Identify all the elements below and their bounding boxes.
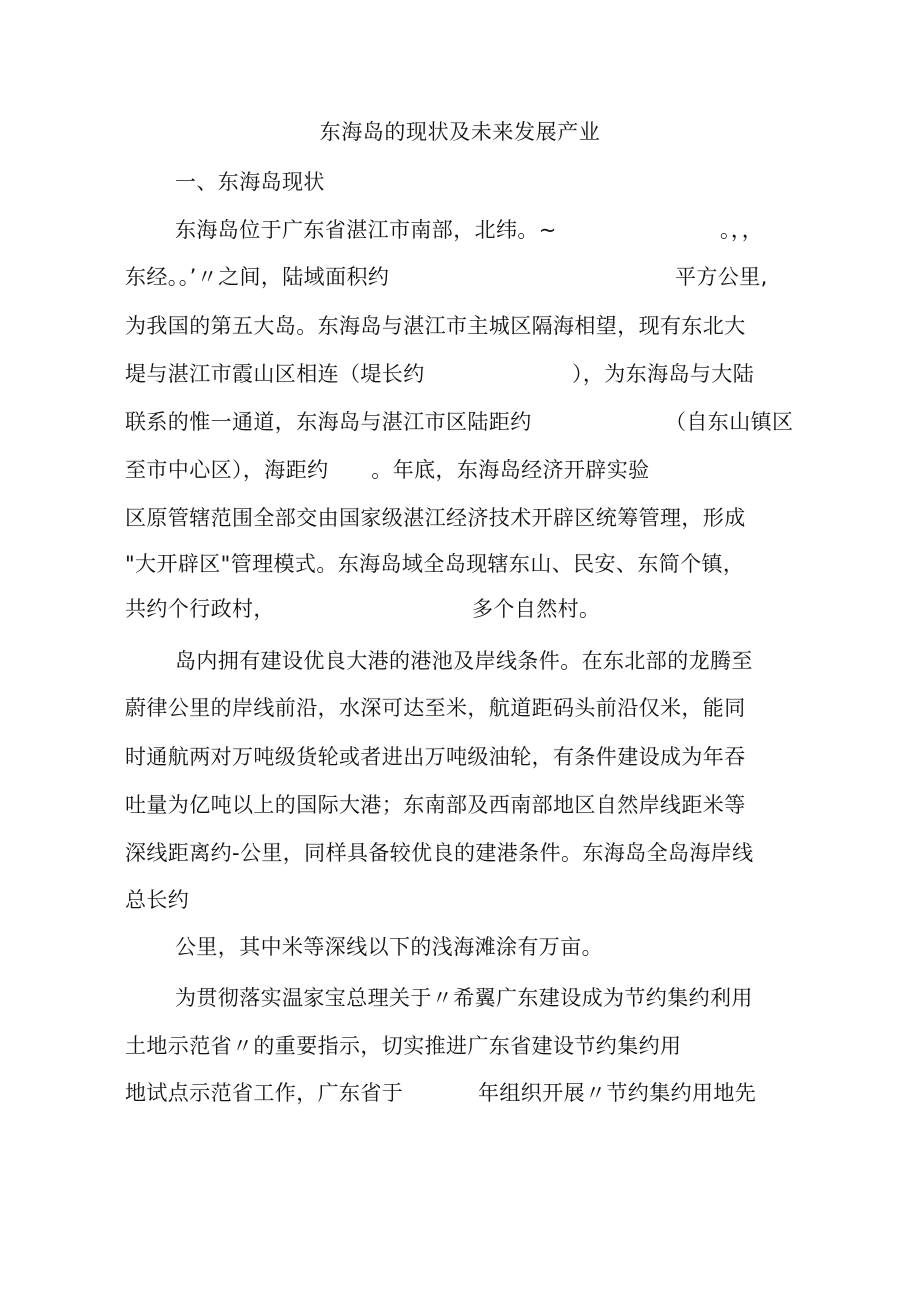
paragraph-line: 至市中心区），海距约 。年底，东海岛经济开辟实验	[125, 458, 650, 482]
paragraph-line: 为贯彻落实温家宝总理关于〃希翼广东建设成为节约集约利用	[175, 986, 753, 1010]
paragraph-line: 平方公里,	[675, 265, 768, 289]
paragraph-line: 土地示范省〃的重要指示，切实推进广东省建设节约集约用	[125, 1034, 682, 1058]
paragraph-line: 联系的惟一通道，东海岛与湛江市区陆距约	[125, 410, 532, 434]
paragraph-line: 总长约	[125, 888, 190, 912]
paragraph-line: 地试点示范省工作，广东省于	[125, 1081, 404, 1105]
paragraph-line: （自东山镇区	[665, 410, 794, 434]
paragraph-line: ），为东海岛与大陆	[572, 362, 755, 386]
paragraph-line: 吐量为亿吨以上的国际大港；东南部及西南部地区自然岸线距米等	[125, 793, 746, 817]
paragraph-line: 东经。。’〃之间，陆域面积约	[125, 265, 390, 289]
paragraph-line: 。，，	[720, 218, 764, 242]
paragraph-line: "大开辟区"管理模式。东海岛域全岛现辖东山、民安、东简个镇，	[125, 552, 745, 576]
paragraph-line: 公里，其中米等深线以下的浅海滩涂有万亩。	[175, 935, 603, 959]
paragraph-line: 多个自然村。	[472, 597, 601, 621]
paragraph-line: 共约个行政村，	[125, 597, 275, 621]
paragraph-line: 蔚律公里的岸线前沿，水深可达至米，航道距码头前沿仅米，能同	[125, 696, 746, 720]
paragraph-line: 堤与湛江市霞山区相连（堤长约	[125, 362, 425, 386]
paragraph-line: 年组织开展〃节约集约用地先	[478, 1081, 757, 1105]
paragraph-line: 区原管辖范围全部交由国家级湛江经济技术开辟区统筹管理，形成	[125, 506, 746, 530]
paragraph-line: 为我国的第五大岛。东海岛与湛江市主城区隔海相望，现有东北大	[125, 314, 746, 338]
paragraph-line: 时通航两对万吨级货轮或者进出万吨级油轮，有条件建设成为年吞	[125, 745, 746, 769]
section-heading: 一、东海岛现状	[175, 170, 325, 194]
paragraph-line: 东海岛位于广东省湛江市南部，北纬。~	[175, 218, 557, 242]
paragraph-line: 岛内拥有建设优良大港的港池及岸线条件。在东北部的龙腾至	[175, 649, 753, 673]
document-title: 东海岛的现状及未来发展产业	[319, 120, 601, 144]
paragraph-line: 深线距离约-公里，同样具备较优良的建港条件。东海岛全岛海岸线	[125, 841, 754, 865]
